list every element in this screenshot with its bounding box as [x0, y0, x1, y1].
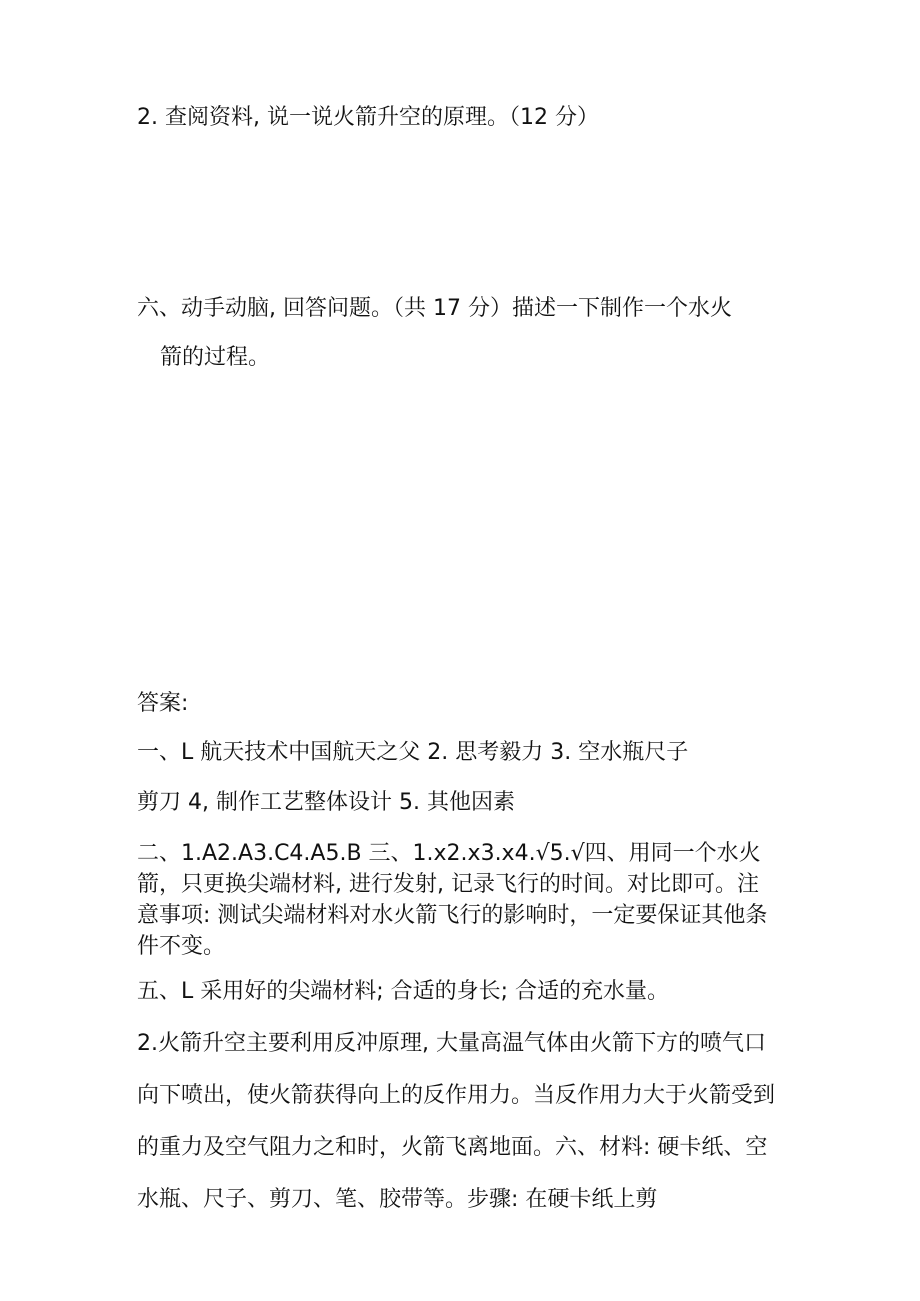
answer-line-5: 五、L 采用好的尖端材料; 合适的身长; 合适的充水量。 — [137, 979, 670, 1004]
section-6-question-line-2: 箭的过程。 — [160, 345, 271, 370]
answers-heading: 答案: — [137, 691, 189, 716]
question-2: 2. 查阅资料, 说一说火箭升空的原理。（12 分） — [137, 105, 599, 130]
section-6-question-line-1: 六、动手动脑, 回答问题。（共 17 分）描述一下制作一个水火 — [137, 296, 732, 321]
answer-paragraph-2-3-4: 二、1.A2.A3.C4.A5.B 三、1.x2.x3.x4.√5.√四、用同一个水火箭，只更换尖端材料, 进行发射, 记录飞行的时间。对比即可。注意事项: 测试尖端材料对水火箭飞行的影响时，一定要保证其他条件不变。 — [137, 841, 768, 959]
answer-line-1: 一、L 航天技术中国航天之父 2. 思考毅力 3. 空水瓶尺子 — [137, 740, 689, 765]
answer-line-2: 剪刀 4, 制作工艺整体设计 5. 其他因素 — [137, 790, 515, 815]
answer-paragraph-rocket-principle: 2.火箭升空主要利用反冲原理, 大量高温气体由火箭下方的喷气口向下喷出，使火箭获得向上的反作用力。当反作用力大于火箭受到的重力及空气阻力之和时，火箭飞离地面。六、材料: 硬卡纸、空水瓶、尺子、剪刀、笔、胶带等。步骤: 在硬卡纸上剪 — [137, 1031, 776, 1212]
